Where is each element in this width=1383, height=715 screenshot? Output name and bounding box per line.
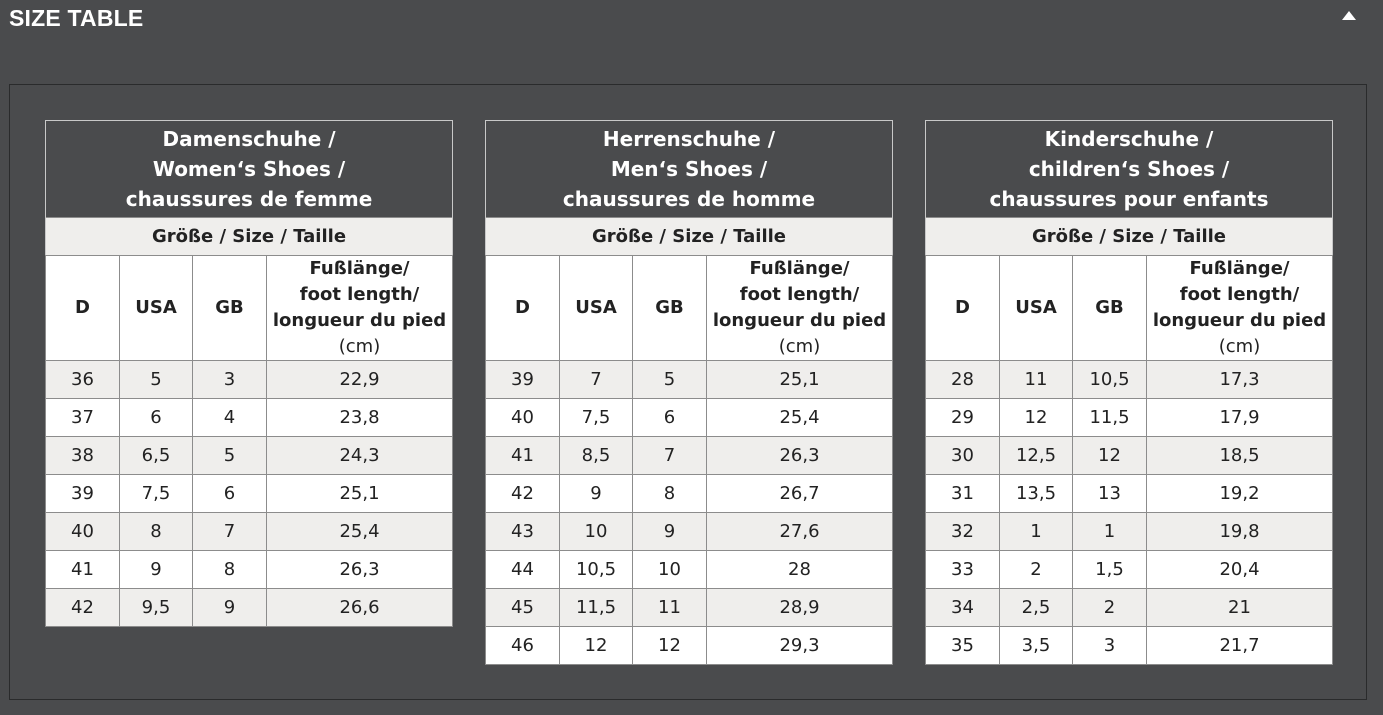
table-cell: 35 — [926, 627, 1000, 665]
size-subheader: Größe / Size / Taille — [926, 218, 1333, 256]
table-cell: 33 — [926, 551, 1000, 589]
size-subheader: Größe / Size / Taille — [46, 218, 453, 256]
mens-size-table — [485, 120, 893, 665]
table-cell: 8 — [633, 475, 707, 513]
table-cell: 25,1 — [707, 361, 893, 399]
table-cell: 23,8 — [267, 399, 453, 437]
childrens-size-table — [925, 120, 1333, 665]
size-subheader: Größe / Size / Taille — [486, 218, 893, 256]
table-cell: 26,7 — [707, 475, 893, 513]
table-cell: 22,9 — [267, 361, 453, 399]
table-cell: 26,6 — [267, 589, 453, 627]
table-cell: 12,5 — [1000, 437, 1073, 475]
table-cell: 25,4 — [707, 399, 893, 437]
table-cell: 9 — [193, 589, 267, 627]
table-cell: 25,4 — [267, 513, 453, 551]
table-cell: 11 — [633, 589, 707, 627]
table-cell: 11 — [1000, 361, 1073, 399]
table-cell: 12 — [1000, 399, 1073, 437]
table-row — [926, 627, 1333, 665]
column-header-d: D — [486, 256, 560, 361]
table-cell: 11,5 — [560, 589, 633, 627]
table-cell: 3 — [1073, 627, 1147, 665]
table-cell: 21 — [1147, 589, 1333, 627]
table-cell: 9,5 — [120, 589, 193, 627]
table-cell: 41 — [46, 551, 120, 589]
table-cell: 1,5 — [1073, 551, 1147, 589]
table-cell: 2 — [1073, 589, 1147, 627]
section-title: SIZE TABLE — [9, 5, 144, 31]
table-cell: 10 — [560, 513, 633, 551]
table-cell: 28 — [707, 551, 893, 589]
table-cell: 7 — [193, 513, 267, 551]
table-row — [926, 437, 1333, 475]
table-cell: 7,5 — [120, 475, 193, 513]
table-cell: 10,5 — [1073, 361, 1147, 399]
table-row — [926, 361, 1333, 399]
table-row — [486, 437, 893, 475]
table-cell: 7 — [560, 361, 633, 399]
table-cell: 10,5 — [560, 551, 633, 589]
table-cell: 8 — [193, 551, 267, 589]
table-cell: 6 — [120, 399, 193, 437]
table-cell: 42 — [46, 589, 120, 627]
table-cell: 29,3 — [707, 627, 893, 665]
table-row — [486, 589, 893, 627]
table-row — [926, 475, 1333, 513]
table-row — [486, 475, 893, 513]
table-cell: 19,8 — [1147, 513, 1333, 551]
column-header-usa: USA — [560, 256, 633, 361]
column-header-foot-length: Fußlänge/ foot length/ longueur du pied (cm) — [267, 256, 453, 361]
table-cell: 30 — [926, 437, 1000, 475]
womens-size-table — [45, 120, 453, 627]
table-cell: 46 — [486, 627, 560, 665]
table-cell: 37 — [46, 399, 120, 437]
table-row — [926, 513, 1333, 551]
table-cell: 26,3 — [707, 437, 893, 475]
table-row — [926, 589, 1333, 627]
table-cell: 32 — [926, 513, 1000, 551]
table-cell: 13 — [1073, 475, 1147, 513]
table-cell: 7,5 — [560, 399, 633, 437]
column-header-gb: GB — [193, 256, 267, 361]
table-cell: 5 — [120, 361, 193, 399]
column-header-usa: USA — [120, 256, 193, 361]
table-cell: 25,1 — [267, 475, 453, 513]
table-row — [46, 513, 453, 551]
table-row — [46, 551, 453, 589]
column-header-gb: GB — [633, 256, 707, 361]
table-cell: 5 — [193, 437, 267, 475]
table-cell: 2 — [1000, 551, 1073, 589]
size-table-header[interactable] — [0, 0, 1383, 40]
table-cell: 28,9 — [707, 589, 893, 627]
table-cell: 40 — [486, 399, 560, 437]
table-cell: 43 — [486, 513, 560, 551]
table-cell: 9 — [560, 475, 633, 513]
table-cell: 8 — [120, 513, 193, 551]
table-cell: 5 — [633, 361, 707, 399]
table-cell: 45 — [486, 589, 560, 627]
table-cell: 9 — [120, 551, 193, 589]
table-cell: 12 — [560, 627, 633, 665]
table-cell: 6 — [193, 475, 267, 513]
table-row — [486, 551, 893, 589]
table-row — [46, 399, 453, 437]
table-cell: 38 — [46, 437, 120, 475]
table-row — [46, 589, 453, 627]
table-title: Kinderschuhe / children‘s Shoes / chaussures pour enfants — [926, 121, 1333, 218]
table-cell: 3 — [193, 361, 267, 399]
column-header-foot-length: Fußlänge/ foot length/ longueur du pied (cm) — [1147, 256, 1333, 361]
column-header-usa: USA — [1000, 256, 1073, 361]
table-cell: 17,9 — [1147, 399, 1333, 437]
table-cell: 39 — [486, 361, 560, 399]
table-cell: 27,6 — [707, 513, 893, 551]
table-row — [46, 475, 453, 513]
table-cell: 20,4 — [1147, 551, 1333, 589]
table-cell: 36 — [46, 361, 120, 399]
table-title: Herrenschuhe / Men‘s Shoes / chaussures de homme — [486, 121, 893, 218]
table-cell: 34 — [926, 589, 1000, 627]
column-header-gb: GB — [1073, 256, 1147, 361]
table-row — [486, 513, 893, 551]
table-cell: 18,5 — [1147, 437, 1333, 475]
table-cell: 41 — [486, 437, 560, 475]
table-cell: 6 — [633, 399, 707, 437]
table-cell: 39 — [46, 475, 120, 513]
table-cell: 12 — [633, 627, 707, 665]
table-cell: 11,5 — [1073, 399, 1147, 437]
table-cell: 1 — [1073, 513, 1147, 551]
table-cell: 21,7 — [1147, 627, 1333, 665]
table-row — [46, 361, 453, 399]
table-cell: 42 — [486, 475, 560, 513]
table-cell: 9 — [633, 513, 707, 551]
collapse-arrow-icon[interactable] — [1342, 11, 1356, 20]
table-row — [46, 437, 453, 475]
table-row — [486, 399, 893, 437]
table-cell: 12 — [1073, 437, 1147, 475]
table-cell: 19,2 — [1147, 475, 1333, 513]
table-cell: 44 — [486, 551, 560, 589]
table-row — [486, 627, 893, 665]
table-cell: 24,3 — [267, 437, 453, 475]
table-cell: 4 — [193, 399, 267, 437]
table-cell: 17,3 — [1147, 361, 1333, 399]
table-cell: 1 — [1000, 513, 1073, 551]
table-cell: 29 — [926, 399, 1000, 437]
table-cell: 6,5 — [120, 437, 193, 475]
table-cell: 40 — [46, 513, 120, 551]
table-cell: 10 — [633, 551, 707, 589]
table-cell: 8,5 — [560, 437, 633, 475]
table-cell: 7 — [633, 437, 707, 475]
column-header-d: D — [46, 256, 120, 361]
table-cell: 13,5 — [1000, 475, 1073, 513]
table-cell: 3,5 — [1000, 627, 1073, 665]
column-header-foot-length: Fußlänge/ foot length/ longueur du pied (cm) — [707, 256, 893, 361]
table-row — [926, 551, 1333, 589]
table-cell: 26,3 — [267, 551, 453, 589]
table-cell: 2,5 — [1000, 589, 1073, 627]
table-row — [926, 399, 1333, 437]
table-cell: 31 — [926, 475, 1000, 513]
table-cell: 28 — [926, 361, 1000, 399]
table-row — [486, 361, 893, 399]
column-header-d: D — [926, 256, 1000, 361]
table-title: Damenschuhe / Women‘s Shoes / chaussures de femme — [46, 121, 453, 218]
